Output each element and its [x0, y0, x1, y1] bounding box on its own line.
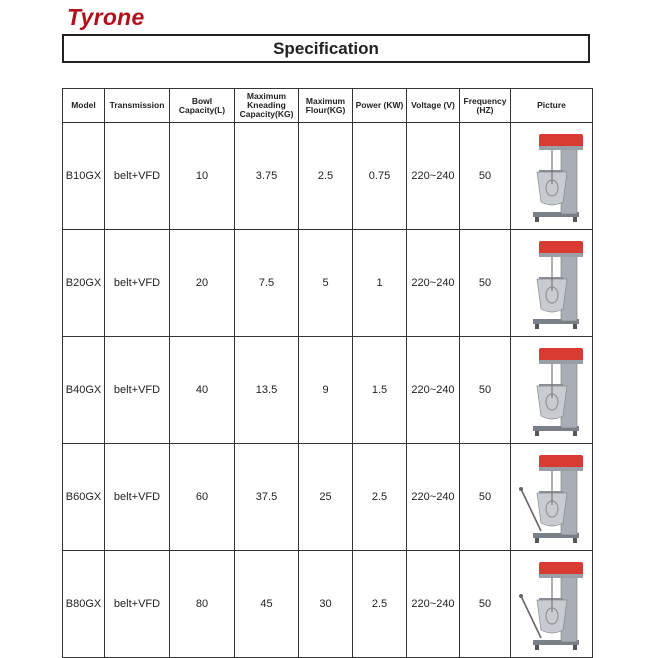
header-frequency: Frequency (HZ): [460, 89, 511, 123]
cell-kneading: 37.5: [235, 444, 299, 551]
cell-power: 1: [353, 230, 407, 337]
cell-transmission: belt+VFD: [105, 337, 170, 444]
cell-model: B40GX: [63, 337, 105, 444]
cell-power: 0.75: [353, 123, 407, 230]
header-transmission: Transmission: [105, 89, 170, 123]
spec-table: [62, 88, 593, 658]
cell-bowl: 60: [170, 444, 235, 551]
header-picture: Picture: [511, 89, 593, 123]
cell-voltage: 220~240: [407, 444, 460, 551]
cell-bowl: 10: [170, 123, 235, 230]
cell-picture: [511, 337, 593, 444]
cell-voltage: 220~240: [407, 123, 460, 230]
cell-kneading: 45: [235, 551, 299, 658]
cell-power: 1.5: [353, 337, 407, 444]
brand-logo: Tyrone: [67, 4, 145, 30]
mixer-with-lever-icon: [511, 449, 592, 545]
cell-flour: 2.5: [299, 123, 353, 230]
mixer-with-lever-icon: [511, 556, 592, 652]
cell-picture: [511, 551, 593, 658]
mixer-icon: [511, 235, 592, 331]
cell-frequency: 50: [460, 551, 511, 658]
cell-picture: [511, 444, 593, 551]
cell-transmission: belt+VFD: [105, 123, 170, 230]
cell-flour: 25: [299, 444, 353, 551]
header-max-flour: Maximum Flour(KG): [299, 89, 353, 123]
mixer-icon: [511, 128, 592, 224]
cell-voltage: 220~240: [407, 337, 460, 444]
cell-picture: [511, 123, 593, 230]
cell-transmission: belt+VFD: [105, 444, 170, 551]
table-row: [63, 551, 593, 658]
cell-model: B60GX: [63, 444, 105, 551]
cell-flour: 9: [299, 337, 353, 444]
cell-model: B10GX: [63, 123, 105, 230]
table-row: [63, 444, 593, 551]
cell-picture: [511, 230, 593, 337]
cell-bowl: 20: [170, 230, 235, 337]
cell-power: 2.5: [353, 444, 407, 551]
header-bowl-capacity: Bowl Capacity(L): [170, 89, 235, 123]
cell-kneading: 13.5: [235, 337, 299, 444]
cell-transmission: belt+VFD: [105, 551, 170, 658]
cell-frequency: 50: [460, 230, 511, 337]
header-row: [63, 89, 593, 123]
cell-kneading: 3.75: [235, 123, 299, 230]
cell-model: B80GX: [63, 551, 105, 658]
cell-frequency: 50: [460, 337, 511, 444]
cell-flour: 30: [299, 551, 353, 658]
cell-bowl: 80: [170, 551, 235, 658]
cell-power: 2.5: [353, 551, 407, 658]
page-title: Specification: [62, 34, 590, 63]
cell-transmission: belt+VFD: [105, 230, 170, 337]
header-power: Power (KW): [353, 89, 407, 123]
cell-frequency: 50: [460, 123, 511, 230]
cell-model: B20GX: [63, 230, 105, 337]
mixer-icon: [511, 342, 592, 438]
header-model: Model: [63, 89, 105, 123]
header-voltage: Voltage (V): [407, 89, 460, 123]
table-row: [63, 230, 593, 337]
cell-bowl: 40: [170, 337, 235, 444]
table-row: [63, 123, 593, 230]
cell-flour: 5: [299, 230, 353, 337]
cell-voltage: 220~240: [407, 230, 460, 337]
cell-frequency: 50: [460, 444, 511, 551]
table-row: [63, 337, 593, 444]
header-kneading-capacity: Maximum Kneading Capacity(KG): [235, 89, 299, 123]
cell-kneading: 7.5: [235, 230, 299, 337]
cell-voltage: 220~240: [407, 551, 460, 658]
